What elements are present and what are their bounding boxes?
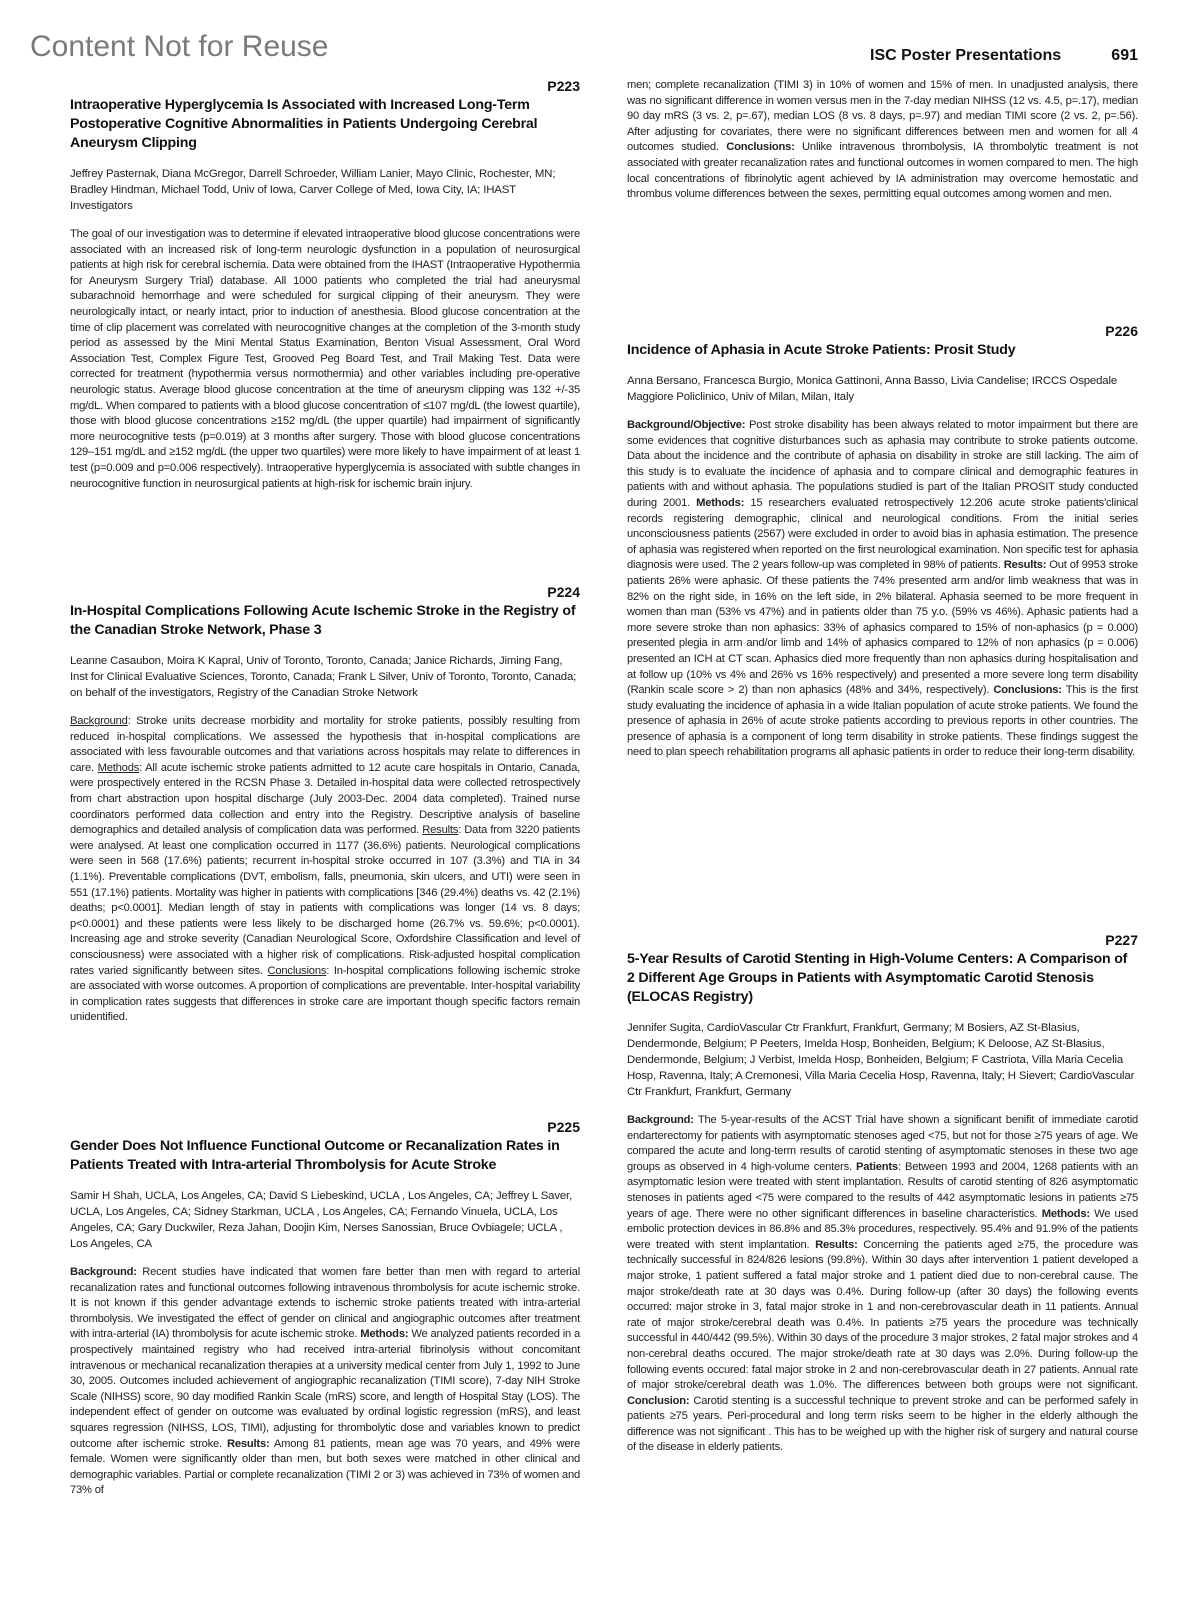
results-label: Results: — [226, 1437, 270, 1450]
background-text: Post stroke disability has been always related to motor impairment but there are some evidences that cognitive disturbances such as aphasia may contribute to stroke patients outcome. Data about the incidence and the contribute of aphasia on disability in stroke are still lacking. The aim of this study is to evaluate the incidence of aphasia and to compare clinical and demographic features in patients with and without aphasia. The populations studied is part of the Italian PROSIT study conducted during 2001. — [627, 419, 1138, 509]
abstract-authors: Jennifer Sugita, CardioVascular Ctr Frankfurt, Frankfurt, Germany; M Bosiers, AZ St-Blasius, Dendermonde, Belgium; P Peeters, Imelda Hosp, Bonheiden, Belgium; K Deloose, AZ St-Blasius, Dendermonde, Belgium; J Verbist, Imelda Hosp, Bonheiden, Belgium; F Castriota, Villa Maria Cecelia Hosp, Ravenna, Italy; A Cremonesi, Villa Maria Cecelia Hosp, Ravenna, Italy; H Sievert; CardioVascular Ctr Frankfurt, Frankfurt, Germany — [627, 1022, 1135, 1098]
methods-label: Methods — [97, 761, 140, 774]
results-text: Out of 9953 stroke patients 26% were aphasic. Of these patients the 74% presented arm and/or limb weakness that was in 82% on the right side, in 16% on the left side, in 2% bilateral. Aphasia seemed to be more frequent in women than man (53% vs 47%) and in patients older than 75 y.o. (59% vs 46%). Aphasic patients had a more severe stroke than non aphasics: 33% of aphasics compared to 15% of non-aphasics (p = 0.000) presented plegia in arm and/or limb and 14% of aphasics compared to 12% of non aphasics (p = 0.006) presented an ICH at CT scan. Aphasics died more frequently than non aphasics during hospitalisation and at follow up (10% vs 4% and 26% vs 16% respectively) and presented a more severe long term disability (Rankin scale score > 2) than non aphasics (48% and 34%, respectively). — [627, 559, 1138, 697]
conclusion-label: Conclusion: — [627, 1394, 690, 1407]
page-number: 691 — [1111, 47, 1138, 64]
conclusions-text: Unlike intravenous thrombolysis, IA thrombolytic treatment is not associated with greater recanalization rates and functional outcomes in women compared to men. The high local concentrations of fibrinolytic agent achieved by IA administration may overcome hemostatic and thrombus volume differences between the sexes, permitting equal outcomes among women and men. — [627, 141, 1138, 201]
abstract-title: Incidence of Aphasia in Acute Stroke Patients: Prosit Study — [627, 342, 1016, 358]
methods-text: 15 researchers evaluated retrospectively 12.206 acute stroke patients'clinical records registering demographic, clinical and neurological conditions. From the initial series unconsciousness patients (2567) were excluded in order to avoid bias in aphasia estimation. The presence of aphasia was registered when reported on the first neurological examination. Non specific test for aphasia diagnosis were used. The 2 years follow-up was completed in 98% of patients. — [627, 496, 1138, 572]
abstract-title: Intraoperative Hyperglycemia Is Associated with Increased Long-Term Postoperative Cognitive Abnormalities in Patients Undergoing Cerebral Aneurysm Clipping — [70, 97, 538, 151]
running-header — [870, 47, 1138, 65]
methods-label: Methods: — [360, 1328, 409, 1341]
conclusions-text: : In-hospital complications following ischemic stroke are associated with worse outcomes. A proportion of complications are preventable. Inter-hospital variability in complication rates suggests that differences in stroke care are important though specific factors remain unidentified. — [70, 964, 580, 1024]
abstract-p225 — [70, 1119, 580, 1499]
section-title: ISC Poster Presentations — [870, 47, 1062, 64]
conclusion-text: Carotid stenting is a successful technique to prevent stroke and can be performed safely in patients ≥75 years. Peri-procedural and long term risks seem to be higher in the elderly although the difference was not significant . This has to be weighed up with the higher risk of surgery and natural course of the disease in elderly patients. — [627, 1394, 1138, 1454]
results-text: Among 81 patients, mean age was 70 years, and 49% were female. Women were significantly older than men, but both sexes were matched in other clinical and demographic variables. Partial or complete recanalization (TIMI 2 or 3) was achieved in 73% of women and 73% of — [70, 1437, 580, 1497]
abstract-code: P223 — [547, 78, 580, 94]
conclusions-label: Conclusions: — [726, 141, 795, 154]
abstract-body — [627, 1113, 1138, 1456]
methods-label: Methods: — [696, 496, 745, 509]
results-label: Results: — [1003, 559, 1047, 572]
abstract-body-continued — [627, 78, 1138, 203]
background-text: The 5-year-results of the ACST Trial have shown a significant benifit of immediate carotid endarterectomy for patients with asymptomatic stenoses aged <75, but not for those ≥75 years of age. We compared the acute and long-term results of carotid stenting of asymptomatic stenoses in these two age groups as observed in 4 high-volume centers. — [627, 1114, 1138, 1173]
results-text-continued: men; complete recanalization (TIMI 3) in 10% of women and 15% of men. In unadjusted analysis, there was no significant difference in women versus men in the 7-day median NIHSS (12 vs. 4.5, p=.17), median 90 day mRS (3 vs. 2, p=.67), median LOS (8 vs. 8 days, p=.97) and median TIMI score (2 vs. 2, p=.56). After adjusting for covariates, there were no significant differences between men and women for all 4 outcomes studied. — [627, 79, 1138, 154]
abstract-authors: Samir H Shah, UCLA, Los Angeles, CA; David S Liebeskind, UCLA , Los Angeles, CA; Jeffrey L Saver, UCLA, Los Angeles, CA; Sidney Starkman, UCLA , Los Angeles, CA; Fernando Vinuela, UCLA, Los Angeles, CA; Gary Duckwiler, Reza Jahan, Doojin Kim, Nerses Sanossian, Bruce Ovbiagele; UCLA , Los Angeles, CA — [70, 1190, 573, 1250]
methods-label: Methods: — [1041, 1207, 1090, 1220]
patients-label: Patients — [856, 1160, 898, 1173]
abstract-authors: Leanne Casaubon, Moira K Kapral, Univ of Toronto, Toronto, Canada; Janice Richards, Jiming Fang, Inst for Clinical Evaluative Sciences, Toronto, Canada; Frank L Silver, Univ of Toronto, Toronto, Canada; on behalf of the investigators, Registry of the Canadian Stroke Network — [70, 655, 577, 699]
abstract-body — [70, 714, 580, 1026]
abstract-authors: Jeffrey Pasternak, Diana McGregor, Darrell Schroeder, William Lanier, Mayo Clinic, Rochester, MN; Bradley Hindman, Michael Todd, Univ of Iowa, Carver College of Med, Iowa City, IA; IHAST Investigators — [70, 168, 556, 212]
abstract-code: P225 — [547, 1119, 580, 1135]
background-label: Background: — [627, 1114, 694, 1126]
abstract-body: The goal of our investigation was to determine if elevated intraoperative blood glucose concentrations were associated with an increased risk of long-term neurologic dysfunction in a population of neurosurgical patients at high risk for cerebral ischemia. Data were obtained from the IHAST (Intraoperative Hypothermia for Aneurysm Surgery Trial) database. All 1000 patients who completed the trial had aneurysmal subarachnoid hemorrhage and were scheduled for surgical clipping of their aneurysm. They were neurologically intact, or nearly intact, prior to induction of anesthesia. Blood glucose concentration at the time of clip placement was correlated with neurocognitive changes at the completion of the 3-month study period as assessed by the Mini Mental Status Examination, Benton Visual Assessment, Oral Word Association Test, Complex Figure Test, Grooved Peg Board Test, and Trail Making Test. Data were corrected for treatment (hypothermia versus normothermia) and other variables including pre-operative neurologic status. Average blood glucose concentration at the time of aneurysm clipping was 132 +/-35 mg/dL. When compared to patients with a blood glucose concentration of ≤107 mg/dL (the lowest quartile), those with blood glucose concentrations ≥152 mg/dL (the upper quartile) had impairment of significantly more neurocognitive tests (p=0.019) at 3 months after surgery. Those with blood glucose concentrations 129–151 mg/dL and ≥152 mg/dL (the upper two quartiles) were more likely to have impairment of at least 1 test (p=0.009 and p=0.006 respectively). Intraoperative hyperglycemia is associated with subtle changes in neurocognitive function in neurosurgical patients at high-risk for ischemic brain injury. — [70, 228, 580, 490]
conclusions-text: This is the first study evaluating the incidence of aphasia in a wide Italian population of acute stroke patients. We found the presence of aphasia in 26% of acute stroke patients according to previous reports in other countries. The presence of aphasia is a component of long term disability in stroke patients. These findings suggest the need to plan speech rehabilitation programs all aphasic patients in order to reduce their long-term disability. — [627, 684, 1138, 759]
abstract-code: P227 — [1105, 932, 1138, 948]
background-text: Recent studies have indicated that women fare better than men with regard to arterial recanalization rates and functional outcomes following intravenous thrombolysis for acute ischemic stroke. It is not known if this gender advantage extends to ischemic stroke patients treated with intra-arterial thrombolysis. We investigated the effect of gender on clinical and angiographic outcomes after treatment with intra-arterial (IA) thrombolysis for acute ischemic stroke. — [70, 1266, 580, 1341]
abstract-authors: Anna Bersano, Francesca Burgio, Monica Gattinoni, Anna Basso, Livia Candelise; IRCCS Ospedale Maggiore Policlinico, Univ of Milan, Milan, Italy — [627, 375, 1118, 403]
background-label: Background — [70, 715, 128, 727]
abstract-code: P226 — [1105, 323, 1138, 339]
abstract-p227 — [627, 932, 1138, 1456]
abstract-title: In-Hospital Complications Following Acute Ischemic Stroke in the Registry of the Canadian Stroke Network, Phase 3 — [70, 603, 576, 638]
results-label: Results — [422, 824, 459, 837]
results-text: Concerning the patients aged ≥75, the procedure was technically successful in 824/826 lesions (99.8%). Within 30 days after intervention 1 patient developed a major stroke, 1 patient suffered a fatal major stroke and 1 patient died due to non-cerebral cause. The major stroke/death rate at 30 days was 0.4%. During follow-up (after 30 days) the following events occurred: major stroke in 3, fatal major stroke in 1 and non-cerebrovascular death in 11 patients. Annual rate of major stroke/cerebral death was 0.4%. In patients ≥75 years the procedure was technically successful in 440/442 (99.5%). Within 30 days of the procedure 3 major strokes, 2 fatal major strokes and 4 non-cerebral deaths occured. The major stroke/death rate at 30 days was 2.0%. During follow-up the following events occured: fatal major stroke in 2 and non-cerebrovascular death in 27 patients. Annual rate of major stroke/cerebral death was 1.0%. The differences between both groups were not significant. — [627, 1238, 1138, 1392]
abstract-title: 5-Year Results of Carotid Stenting in High-Volume Centers: A Comparison of 2 Different Age Groups in Patients with Asymptomatic Carotid Stenosis (ELOCAS Registry) — [627, 951, 1128, 1005]
methods-text: : All acute ischemic stroke patients admitted to 12 acute care hospitals in Ontario, Canada, were prospectively entered in the RCSN Phase 3. Detailed in-hospital data were collected retrospectively from chart abstraction upon hospital discharge (July 2003-Dec. 2004 data completed). Trained nurse coordinators performed data collection and entry into the Registry. Descriptive analysis of baseline demographics and detailed analysis of complication data was performed. — [70, 761, 581, 837]
results-text: : Data from 3220 patients were analysed. At least one complication occurred in 1177 (36.6%) patients. Neurological complications were seen in 568 (17.6%) patients; recurrent in-hospital stroke occurred in 107 (3.3%) and TIA in 34 (1.1%). Preventable complications (DVT, embolism, falls, pneumonia, skin ulcers, and UTI) were seen in 551 (17.1%) patients. Mortality was higher in patients with complications [346 (29.4%) deaths vs. 42 (2.1%) deaths; p<0.0001]. Median length of stay in patients with complications was longer (14 vs. 8 days; p<0.0001) and these patients were less likely to be discharged home (26.7% vs. 59.6%; p<0.0001). Increasing age and stroke severity (Canadian Neurological Score, Oxfordshire Classification and level of consciousness) were associated with a higher risk of complications. Risk-adjusted hospital complication rates varied significantly between sites. — [70, 824, 580, 977]
results-label: Results: — [815, 1238, 858, 1251]
abstract-body — [70, 1265, 580, 1499]
background-text: : Stroke units decrease morbidity and mortality for stroke patients, possibly resulting from reduced in-hospital complications. We assessed the hypothesis that in-hospital complications are associated with less favourable outcomes and that variations across hospitals may relate to differences in care. — [70, 715, 580, 774]
conclusions-label: Conclusions: — [993, 684, 1062, 697]
conclusions-label: Conclusions — [267, 964, 327, 977]
patients-text: : Between 1993 and 2004, 1268 patients with an asymptomatic lesion were treated with stent implantation. Results of carotid stenting of 826 asymptomatic stenoses in patients aged <75 were compared to the results of 442 asymptomatic lesions in patients ≥75 years of age. There were no other significant differences in baseline characteristics. — [627, 1160, 1138, 1220]
background-label: Background: — [70, 1266, 137, 1278]
abstract-title: Gender Does Not Influence Functional Outcome or Recanalization Rates in Patients Treated with Intra-arterial Thrombolysis for Acute Stroke — [70, 1138, 560, 1173]
methods-text: We analyzed patients recorded in a prospectively maintained registry who had received intra-arterial fibrinolysis without concomitant intravenous or mechanical recanalization therapies at a university medical center from July 1, 1992 to June 30, 2005. Outcomes included achievement of angiographic recanalization (TIMI score), 7-day NIH Stroke Scale (NIHSS) score, 90 day modified Rankin Scale (mRS) score, and length of Hospital Stay (LOS). The independent effect of gender on outcome was evaluated by ordinal logistic regression (mRS), and least squares regression (NIHSS, LOS, TIMI), adjusting for thrombolytic dose and variables known to predict outcome after ischemic stroke. — [70, 1328, 581, 1450]
abstract-p223 — [70, 78, 580, 492]
background-label: Background/Objective: — [627, 419, 746, 431]
methods-text: We used embolic protection devices in 86.8% and 85.3% procedures, respectively. 95.4% and 91.9% of the patients were treated with stent implantation. — [627, 1207, 1138, 1251]
abstract-p224 — [70, 584, 580, 1026]
abstract-code: P224 — [547, 584, 580, 600]
abstract-p225-continued — [627, 78, 1138, 203]
abstract-p226 — [627, 323, 1138, 761]
abstract-body — [627, 418, 1138, 761]
watermark: Content Not for Reuse — [30, 30, 329, 63]
